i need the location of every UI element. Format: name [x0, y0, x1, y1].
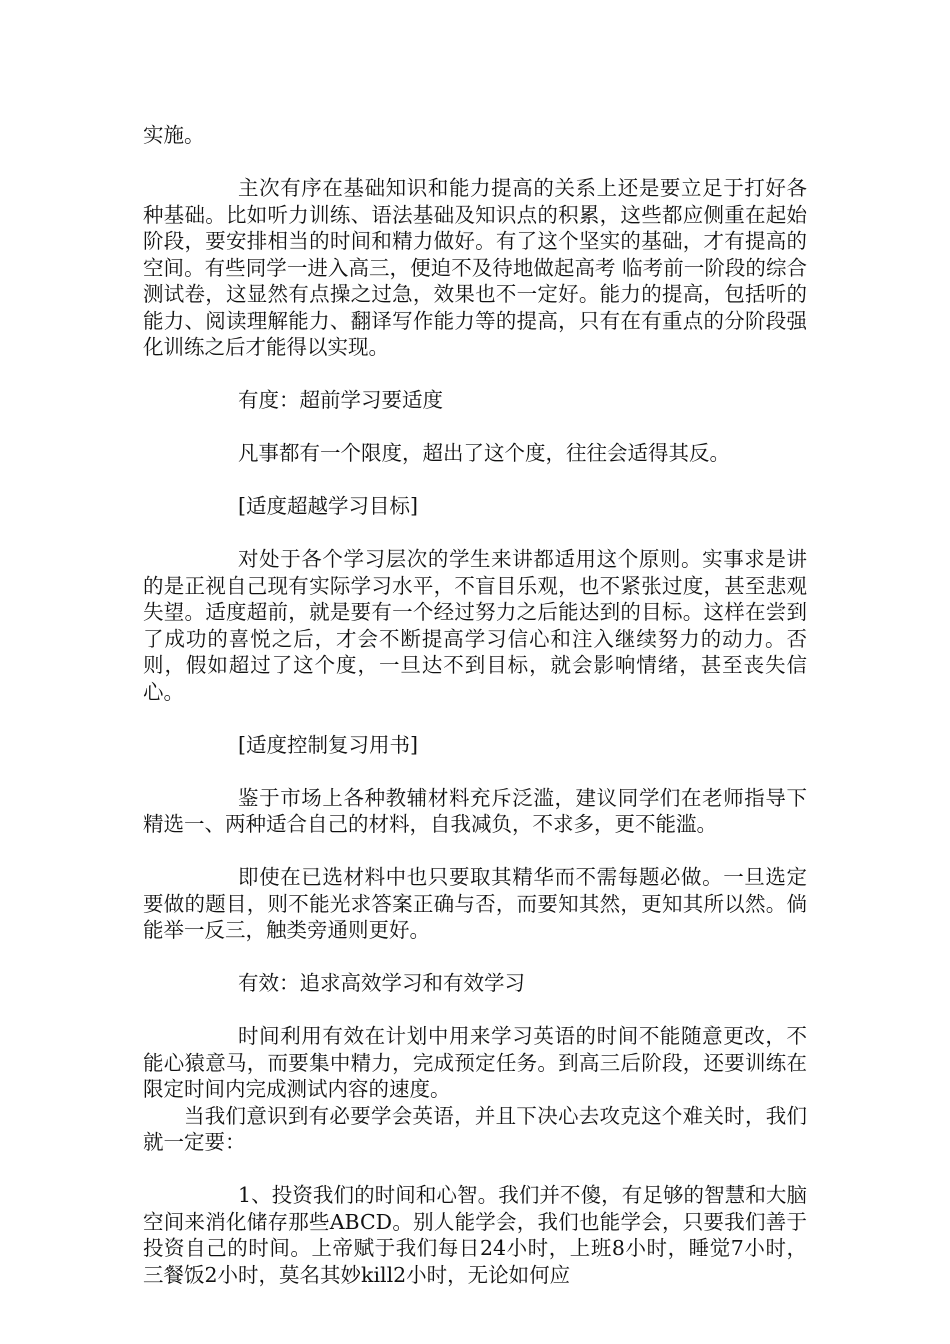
paragraph-13: 1、投资我们的时间和心智。我们并不傻，有足够的智慧和大脑空间来消化储存那些ABCD。别人能学会，我们也能学会，只要我们善于投资自己的时间。上帝赋于我们每日24小时，上班8小时，睡觉7小时，三餐饭2小时，莫名其妙kill2小时，无论如何应 [143, 1183, 807, 1287]
subheading-review-books: [适度控制复习用书] [238, 732, 418, 757]
document-page [143, 122, 807, 1288]
subheading-moderate-goals: [适度超越学习目标] [238, 494, 418, 518]
paragraph-1: 实施。 [143, 123, 205, 147]
section-heading-effectiveness: 有效：追求高效学习和有效学习 [238, 971, 525, 995]
section-heading-moderation: 有度：超前学习要适度 [238, 388, 443, 412]
paragraph-2: 主次有序在基础知识和能力提高的关系上还是要立足于打好各种基础。比如听力训练、语法基础及知识点的积累，这些都应侧重在起始阶段，要安排相当的时间和精力做好。有了这个坚实的基础，才有提高的空间。有些同学一进入高三，便迫不及待地做起高考 临考前一阶段的综合测试卷，这显然有点操之过急，效果也不一定好。能力的提高，包括听的能力、阅读理解能力、翻译写作能力等的提高，只有在有重点的分阶段强化训练之后才能得以实现。 [143, 176, 807, 359]
paragraph-11: 时间利用有效在计划中用来学习英语的时间不能随意更改，不能心猿意马，而要集中精力，完成预定任务。到高三后阶段，还要训练在限定时间内完成测试内容的速度。 [143, 1024, 807, 1101]
paragraph-6: 对处于各个学习层次的学生来讲都适用这个原则。实事求是讲的是正视自己现有实际学习水平，不盲目乐观，也不紧张过度，甚至悲观失望。适度超前，就是要有一个经过努力之后能达到的目标。这样在尝到了成功的喜悦之后，才会不断提高学习信心和注入继续努力的动力。否则，假如超过了这个度，一旦达不到目标，就会影响情绪，甚至丧失信心。 [143, 547, 807, 704]
paragraph-8: 鉴于市场上各种教辅材料充斥泛滥，建议同学们在老师指导下精选一、两种适合自己的材料，自我减负，不求多，更不能滥。 [143, 785, 807, 836]
paragraph-12: 当我们意识到有必要学会英语，并且下决心去攻克这个难关时，我们就一定要： [143, 1103, 807, 1154]
paragraph-4: 凡事都有一个限度，超出了这个度，往往会适得其反。 [238, 441, 730, 465]
paragraph-9: 即使在已选材料中也只要取其精华而不需每题必做。一旦选定要做的题目，则不能光求答案正确与否，而要知其然，更知其所以然。倘能举一反三，触类旁通则更好。 [143, 865, 807, 942]
